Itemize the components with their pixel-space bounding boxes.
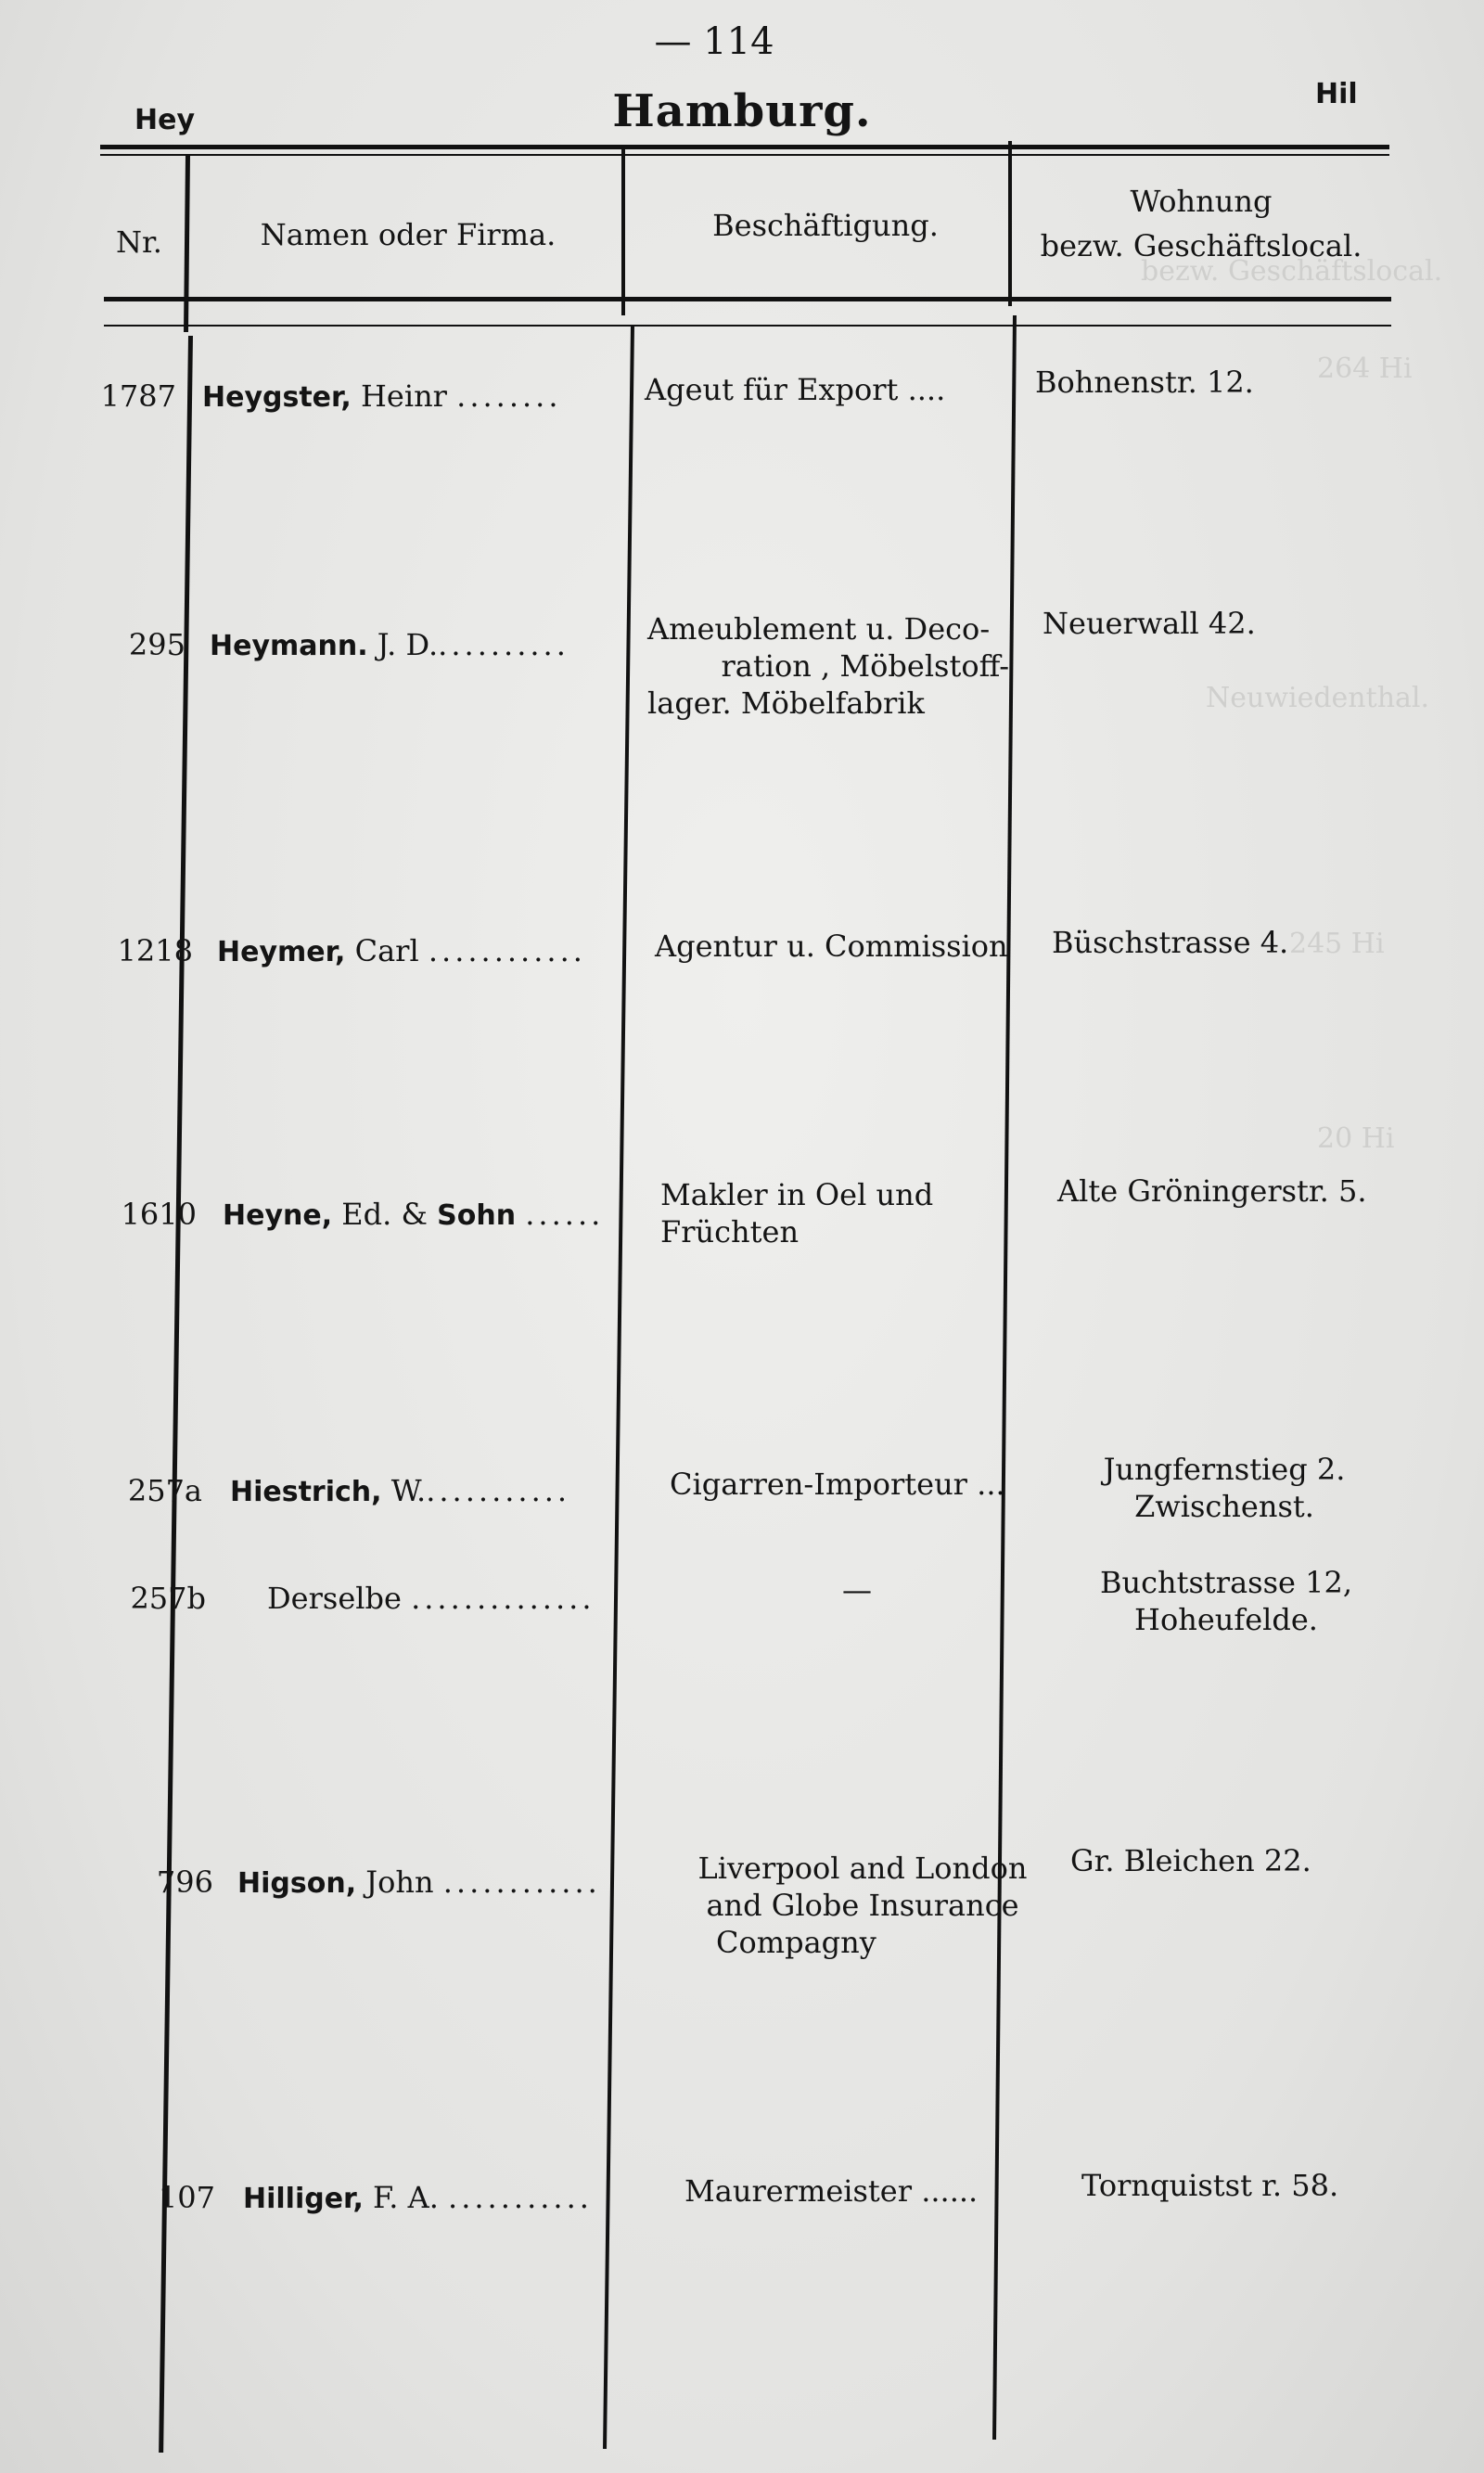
entry-number: 796 [156, 1864, 213, 1900]
column-header-nr: Nr. [116, 224, 162, 260]
occupation-line: ration , Möbelstoff- [721, 648, 1009, 684]
address-line: Bohnenstr. 12. [1035, 365, 1254, 400]
entry-given-name: Derselbe [267, 1581, 402, 1616]
entry-occupation [660, 1176, 1013, 1250]
entry-occupation [684, 2172, 1055, 2210]
entry-name [230, 1473, 570, 1508]
entry-occupation [647, 610, 1009, 722]
entry-name [202, 378, 562, 414]
entry-leader-dots: ............ [442, 1864, 601, 1900]
entry-surname-2: Sohn [437, 1199, 517, 1232]
entry-address [1081, 2167, 1415, 2204]
occupation-line: Makler in Oel und [660, 1177, 934, 1212]
entry-surname: Heyne, [223, 1199, 333, 1232]
entry-leader-dots: ........ [456, 378, 562, 414]
entry-leader-dots: ............ [428, 933, 586, 968]
running-head-right: Hil [1315, 78, 1358, 110]
bleed-through: bezw. Geschäftslocal. [1141, 255, 1443, 288]
entry-number: 295 [128, 627, 186, 662]
entry-occupation [655, 928, 1026, 965]
address-line: Hoheufelde. [1134, 1602, 1318, 1637]
column-rule-3 [1008, 141, 1012, 306]
entry-name [243, 2180, 593, 2215]
address-line: Jungfernstieg 2. [1103, 1452, 1346, 1487]
occupation-line: Cigarren-Importeur ... [670, 1467, 1005, 1502]
entry-address [1050, 1564, 1402, 1638]
entry-number: 257b [130, 1581, 206, 1616]
entry-leader-dots: .............. [411, 1581, 595, 1616]
address-line: Büschstrasse 4. [1052, 925, 1289, 960]
address-line: Buchtstrasse 12, [1099, 1565, 1352, 1600]
page-number: — 114 [654, 20, 774, 63]
city-title: Hamburg. [612, 85, 872, 137]
address-line: Tornquistst r. 58. [1081, 2168, 1339, 2203]
entry-number: 1610 [121, 1197, 197, 1232]
entry-surname: Hiestrich, [230, 1476, 382, 1508]
occupation-line: — [842, 1572, 872, 1608]
occupation-line: Compagny [716, 1925, 876, 1960]
entry-address [1057, 1172, 1401, 1210]
entry-leader-dots: ........... [448, 2180, 593, 2215]
address-line: Alte Gröningerstr. 5. [1057, 1173, 1367, 1209]
bleed-through: 245 Hi [1289, 928, 1385, 960]
entry-surname: Heymer, [217, 936, 346, 968]
entry-leader-dots: ........... [426, 1473, 571, 1508]
entry-number: 257a [127, 1473, 202, 1508]
entry-leader-dots: ...... [525, 1197, 605, 1232]
entry-address [1043, 605, 1386, 642]
occupation-line: Liverpool and London [697, 1851, 1028, 1886]
bleed-through: 264 Hi [1317, 352, 1413, 385]
top-rule [100, 145, 1389, 149]
entry-given-name: John [356, 1864, 434, 1900]
entry-address [1070, 1842, 1404, 1879]
entry-number: 107 [158, 2180, 215, 2215]
running-head-left: Hey [134, 104, 196, 136]
entry-name [217, 933, 586, 968]
entry-given-name: F. A. [363, 2180, 439, 2215]
entry-address [1048, 1451, 1401, 1525]
occupation-line: Ageut für Export .... [645, 372, 946, 407]
occupation-line: and Globe Insurance [706, 1888, 1019, 1923]
entry-name [210, 627, 569, 662]
entry-surname: Heymann. [210, 630, 368, 662]
top-rule-thin [100, 154, 1389, 156]
entry-name [267, 1581, 595, 1616]
address-line: Zwischenst. [1134, 1489, 1314, 1524]
entry-number: 1218 [117, 933, 193, 968]
occupation-line: Maurermeister ...... [684, 2173, 979, 2209]
entry-given-name: W. [381, 1473, 427, 1508]
entry-name [223, 1197, 604, 1232]
column-header-address-2: bezw. Geschäftslocal. [1040, 228, 1362, 263]
address-line: Neuerwall 42. [1043, 606, 1256, 641]
entry-given-name: Ed. & [332, 1197, 438, 1232]
entry-given-name: Heinr [351, 378, 447, 414]
entry-leader-dots: .......... [438, 627, 569, 662]
bleed-through: 20 Hi [1317, 1122, 1395, 1155]
entry-address [1052, 924, 1386, 961]
occupation-line: Ameublement u. Deco- [647, 611, 991, 647]
header-bottom-rule [104, 297, 1391, 301]
entry-surname: Higson, [237, 1867, 357, 1900]
occupation-line: lager. Möbelfabrik [647, 686, 925, 721]
occupation-line: Agentur u. Commission [655, 929, 1008, 964]
header-bottom-rule-thin [104, 325, 1391, 327]
entry-given-name: J. D. [367, 627, 439, 662]
entry-occupation [677, 1850, 1048, 1961]
bleed-through: Neuwiedenthal. [1206, 682, 1430, 714]
column-header-name: Namen oder Firma. [260, 217, 556, 252]
entry-given-name: Carl [345, 933, 419, 968]
entry-name [237, 1864, 601, 1900]
entry-address [1035, 364, 1388, 401]
address-line: Gr. Bleichen 22. [1070, 1843, 1311, 1878]
occupation-line: Früchten [660, 1214, 800, 1249]
entry-occupation [672, 1571, 1043, 1608]
column-rule-1 [184, 156, 190, 332]
column-rule-2 [621, 148, 625, 315]
entry-occupation [670, 1466, 1041, 1503]
entry-occupation [645, 371, 997, 408]
entry-number: 1787 [100, 378, 176, 414]
entry-surname: Heygster, [202, 381, 352, 414]
column-header-address-1: Wohnung [1130, 184, 1273, 219]
entry-surname: Hilliger, [243, 2183, 364, 2215]
column-rule-2b [603, 325, 634, 2449]
column-header-occupation: Beschäftigung. [712, 208, 939, 243]
